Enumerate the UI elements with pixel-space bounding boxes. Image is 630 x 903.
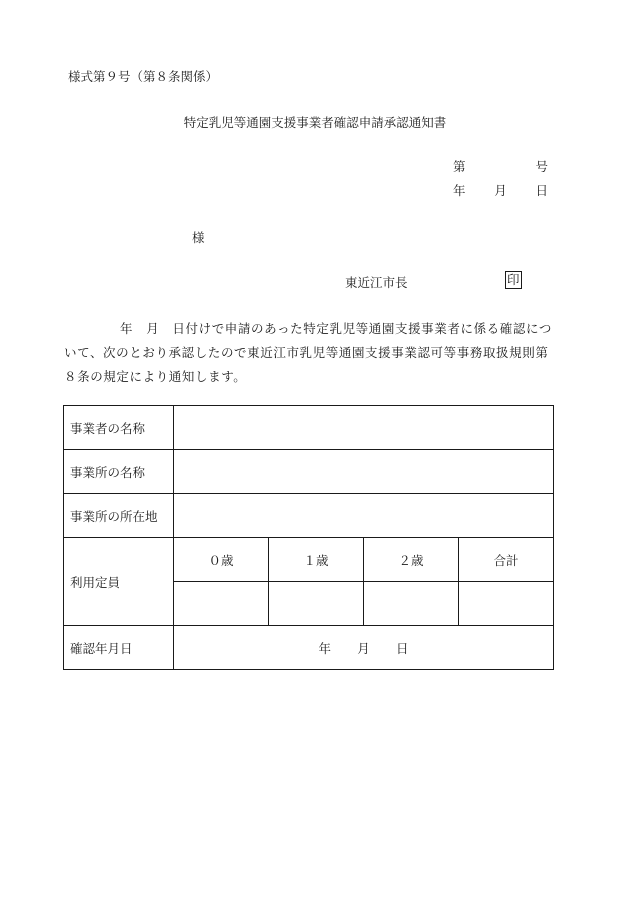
- seal-mark: 印: [507, 272, 520, 287]
- capacity-age1-value: [269, 582, 364, 626]
- capacity-age2-header: ２歳: [364, 538, 459, 582]
- capacity-total-header: 合計: [459, 538, 554, 582]
- body-paragraph: 年 月 日付けで申請のあった特定乳児等通園支援事業者に係る確認について、次のとおり承認したので東近江市乳児等通園支援事業認可等事務取扱規則第８条の規定により通知します。: [64, 321, 552, 384]
- capacity-age2-value: [364, 582, 459, 626]
- business-name-value: [174, 406, 554, 450]
- office-name-label: 事業所の名称: [64, 450, 174, 494]
- recipient-honorific: 様: [192, 230, 205, 245]
- document-title: 特定乳児等通園支援事業者確認申請承認通知書: [183, 115, 447, 130]
- table-row: [64, 450, 554, 494]
- number-prefix: 第: [453, 159, 466, 174]
- day-label: 日: [535, 183, 548, 198]
- details-table: [63, 405, 554, 670]
- month-label: 月: [494, 183, 507, 198]
- year-label: 年: [453, 183, 466, 198]
- table-row: [64, 406, 554, 450]
- capacity-age0-value: [174, 582, 269, 626]
- office-name-value: [174, 450, 554, 494]
- capacity-label: 利用定員: [64, 538, 174, 626]
- confirm-month-label: 月: [357, 640, 370, 656]
- office-address-value: [174, 494, 554, 538]
- confirm-date-value: [174, 626, 554, 670]
- number-suffix: 号: [535, 159, 548, 174]
- capacity-total-value: [459, 582, 554, 626]
- office-address-label: 事業所の所在地: [64, 494, 174, 538]
- issuer-name: 東近江市長: [345, 275, 408, 290]
- confirm-date-label: 確認年月日: [64, 626, 174, 670]
- capacity-age0-header: ０歳: [174, 538, 269, 582]
- issue-date: [453, 181, 548, 199]
- confirm-day-label: 日: [395, 640, 409, 656]
- business-name-label: 事業者の名称: [64, 406, 174, 450]
- table-row: [64, 626, 554, 670]
- document-number: [453, 157, 548, 175]
- confirm-year-label: 年: [318, 640, 332, 656]
- form-label: 様式第９号（第８条関係）: [68, 69, 219, 84]
- table-row: [64, 538, 554, 582]
- capacity-age1-header: １歳: [269, 538, 364, 582]
- table-row: [64, 494, 554, 538]
